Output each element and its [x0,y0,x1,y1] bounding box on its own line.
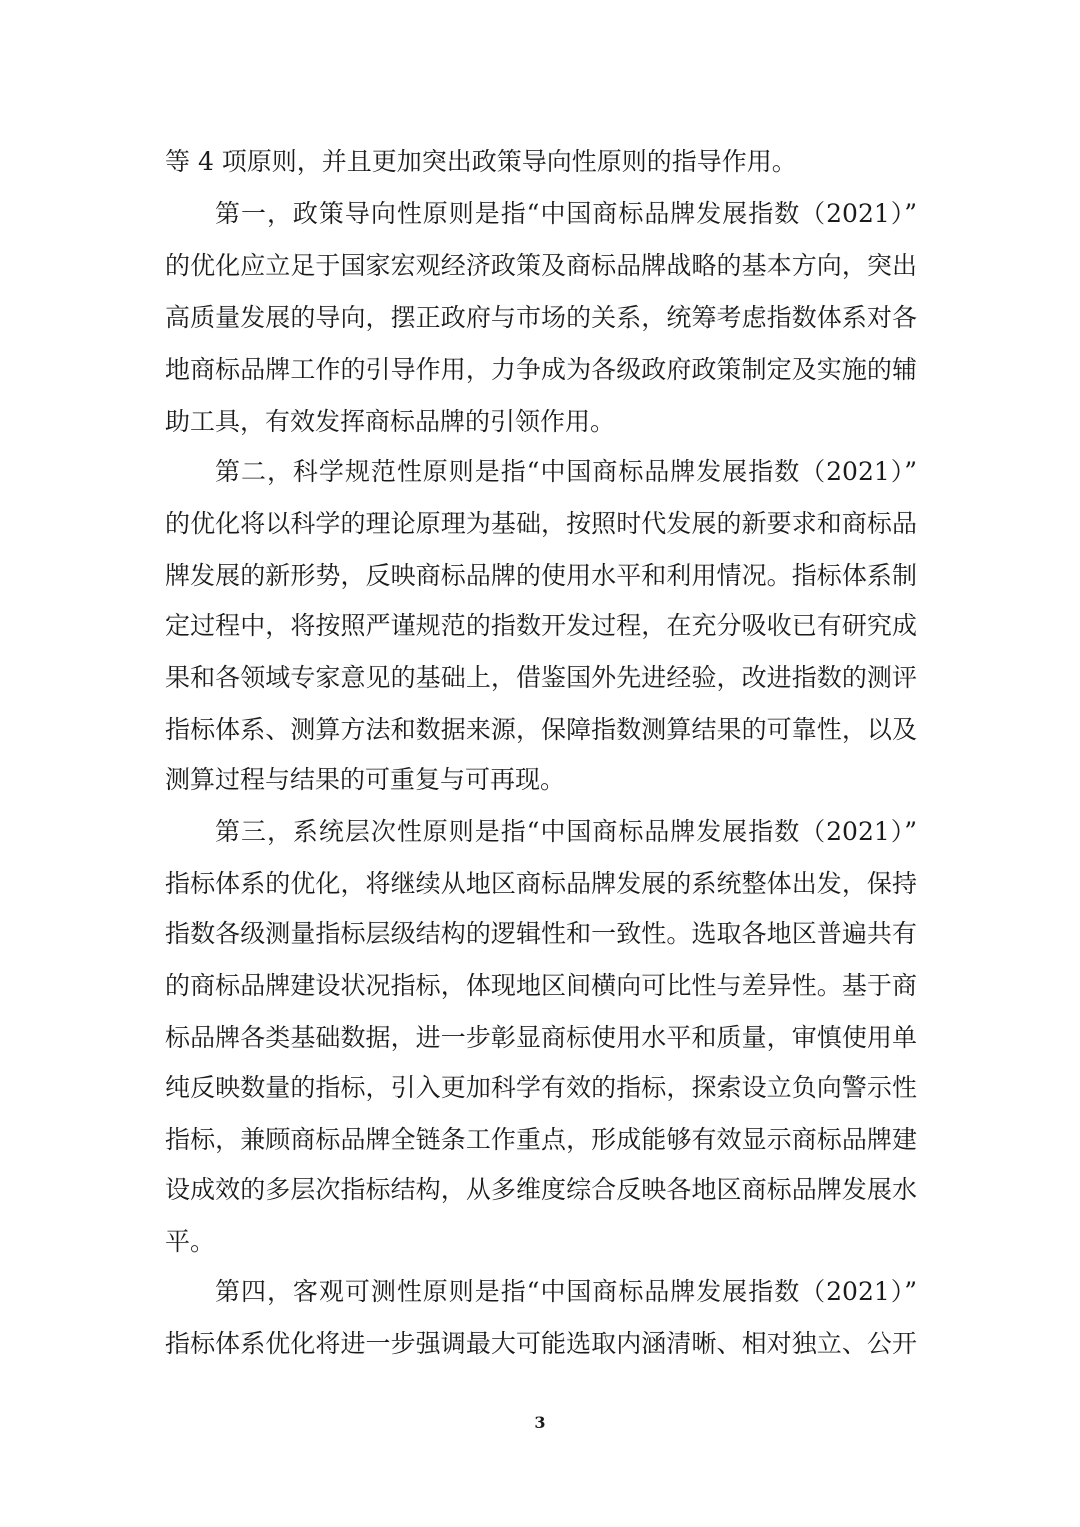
text-line: 测算过程与结果的可重复与可再现。 [165,765,566,794]
paragraph-first-line: 第二，科学规范性原则是指“中国商标品牌发展指数（2021）” [215,457,917,486]
text-line: 地商标品牌工作的引导作用，力争成为各级政府政策制定及实施的辅 [165,355,917,384]
text-line: 的优化将以科学的理论原理为基础，按照时代发展的新要求和商标品 [165,509,917,538]
text-line: 指标体系优化将进一步强调最大可能选取内涵清晰、相对独立、公开 [165,1329,917,1358]
text-line: 纯反映数量的指标，引入更加科学有效的指标，探索设立负向警示性 [165,1073,917,1102]
text-line: 的优化应立足于国家宏观经济政策及商标品牌战略的基本方向，突出 [165,251,917,280]
text-line: 设成效的多层次指标结构，从多维度综合反映各地区商标品牌发展水 [165,1175,917,1204]
text-line: 助工具，有效发挥商标品牌的引领作用。 [165,407,616,436]
text-line: 指数各级测量指标层级结构的逻辑性和一致性。选取各地区普遍共有 [165,919,917,948]
text-line: 指标，兼顾商标品牌全链条工作重点，形成能够有效显示商标品牌建 [165,1125,917,1154]
text-line: 指标体系、测算方法和数据来源，保障指数测算结果的可靠性，以及 [165,715,917,744]
page-number: 3 [534,1413,546,1432]
paragraph-first-line: 第四，客观可测性原则是指“中国商标品牌发展指数（2021）” [215,1277,917,1306]
text-line: 平。 [165,1227,216,1256]
text-line: 定过程中，将按照严谨规范的指数开发过程，在充分吸收已有研究成 [165,611,917,640]
text-line: 等 4 项原则，并且更加突出政策导向性原则的指导作用。 [165,147,797,176]
paragraph-first-line: 第三，系统层次性原则是指“中国商标品牌发展指数（2021）” [215,817,917,846]
text-line: 果和各领域专家意见的基础上，借鉴国外先进经验，改进指数的测评 [165,663,917,692]
text-line: 牌发展的新形势，反映商标品牌的使用水平和利用情况。指标体系制 [165,561,917,590]
text-line: 标品牌各类基础数据，进一步彰显商标使用水平和质量，审慎使用单 [165,1023,917,1052]
text-line: 的商标品牌建设状况指标，体现地区间横向可比性与差异性。基于商 [165,971,917,1000]
text-line: 高质量发展的导向，摆正政府与市场的关系，统筹考虑指数体系对各 [165,303,917,332]
paragraph-first-line: 第一，政策导向性原则是指“中国商标品牌发展指数（2021）” [215,199,917,228]
text-line: 指标体系的优化，将继续从地区商标品牌发展的系统整体出发，保持 [165,869,917,898]
